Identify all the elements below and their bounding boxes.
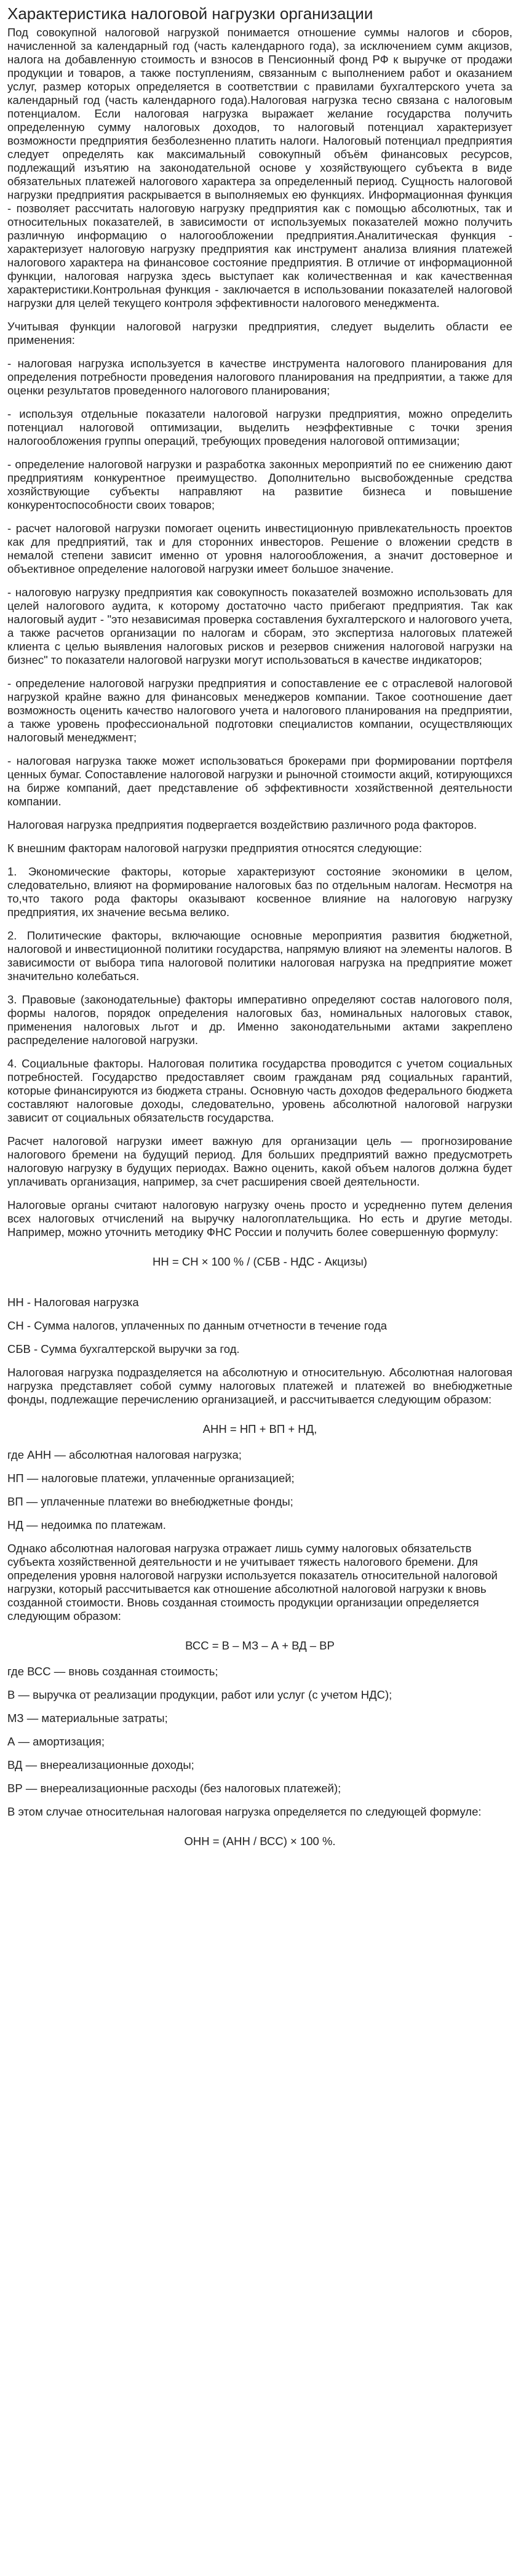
list-item: - расчет налоговой нагрузки помогает оценить инвестиционную привлекательность проектов как для предприятий, так и для сторонних инвесторов. Решение о вложении средств в немалой степени зависит именно от уровня налогообложения, а значит достоверное и объективное определение налоговой нагрузки имеет большое значение.: [7, 522, 512, 575]
intro-paragraph: Под совокупной налоговой нагрузкой понимается отношение суммы налогов и сборов, начисленной за календарный год (часть календарного года), за исключением сумм акцизов, налога на добавленную стоимость и взносов в Пенсионный фонд РФ к выручке от продажи продукции и товаров, а также поступлениям, связанным с выполнением работ и оказанием услуг, размер которых определяется в соответствии с правилами бухгалтерского учета за календарный год (часть календарного года).Налоговая нагрузка тесно связана с налоговым потенциалом. Если налоговая нагрузка выражает желание государства получить определенную сумму налоговых доходов, то налоговый потенциал характеризует возможности предприятия безболезненно платить налоги. Налоговый потенциал предприятия следует определять как максимальный совокупный объём финансовых ресурсов, подлежащий изъятию на законодательной основе у хозяйствующего субъекта в виде обязательных платежей налогового характера за определенный период. Сущность налоговой нагрузки предприятия раскрывается в выполняемых ею функциях. Информационная функция - позволяет рассчитать налоговую нагрузку предприятия как с помощью абсолютных, так и относительных показателей, в зависимости от используемых показателей можно получить различную информацию о налогообложении предприятия.Аналитическая функция - характеризует налоговую нагрузку предприятия как инструмент анализа влияния платежей налогового характера на финансовое состояние предприятия. В отличие от информационной функции, налоговая нагрузка здесь выступает как количественная и как качественная характеристики.Контрольная функция - заключается в использовании показателей налоговой нагрузки для целей текущего контроля эффективности налогового менеджмента.: [7, 26, 512, 309]
formula-legend-item: А — амортизация;: [7, 1735, 105, 1748]
formula-legend-item: ВП — уплаченные платежи во внебюджетные фонды;: [7, 1495, 293, 1508]
list-item: - используя отдельные показатели налоговой нагрузки предприятия, можно определить потенциал налоговой оптимизации, выделить неэффективные с точки зрения налогообложения группы операций, требующих проведения налоговой оптимизации;: [7, 407, 512, 447]
formula-legend-item: НН - Налоговая нагрузка: [7, 1296, 139, 1309]
factor-item: 2. Политические факторы, включающие основные мероприятия развития бюджетной, налоговой и инвестиционной политики государства, напрямую влияют на элементы налогов. В зависимости от выбора типа налоговой политики налоговая нагрузка на предприятие может значительно колебаться.: [7, 929, 512, 983]
formula-legend-item: где ВСС — вновь созданная стоимость;: [7, 1665, 218, 1678]
formula-legend-item: ВД — внереализационные доходы;: [7, 1758, 194, 1771]
formula-legend-item: где АНН — абсолютная налоговая нагрузка;: [7, 1448, 242, 1461]
paragraph: Однако абсолютная налоговая нагрузка отражает лишь сумму налоговых обязательств субъекта хозяйственной деятельности и не учитывает тяжесть налогового бремени. Для определения уровня налоговой нагрузки используется показатель относительной налоговой нагрузки, который рассчитывается как отношение абсолютной налоговой нагрузки к вновь созданной стоимости. Вновь созданная стоимость продукции организации определяется следующим образом:: [7, 1542, 498, 1622]
paragraph: Налоговые органы считают налоговую нагрузку очень просто и усредненно путем деления всех налоговых отчислений на выручку налогоплательщика. Но есть и другие методы. Например, можно уточнить методику ФНС России и получить более совершенную формулу:: [7, 1198, 512, 1238]
paragraph: Налоговая нагрузка предприятия подвергается воздействию различного рода факторов.: [7, 818, 477, 831]
paragraph: В этом случае относительная налоговая нагрузка определяется по следующей формуле:: [7, 1805, 482, 1818]
paragraph: Налоговая нагрузка подразделяется на абсолютную и относительную. Абсолютная налоговая нагрузка представляет собой сумму налоговых платежей и платежей во внебюджетные фонды, подлежащие перечислению организацией, и рассчитывается следующим образом:: [7, 1366, 512, 1406]
paragraph: Учитывая функции налоговой нагрузки предприятия, следует выделить области ее применения:: [7, 320, 512, 346]
list-item: - определение налоговой нагрузки и разработка законных мероприятий по ее снижению дают предприятиям конкурентное преимущество. Дополнительно высвобожденные средства хозяйствующие субъекты направляют на развитие бизнеса и повышение конкурентоспособности своих товаров;: [7, 458, 512, 511]
paragraph: Расчет налоговой нагрузки имеет важную для организации цель — прогнозирование налогового бремени на будущий период. Для больших предприятий важно предусмотреть налоговую нагрузку в будущих периодах. Важно оценить, какой объем налогов должна будет уплачивать организация, например, за счет расширения своей деятельности.: [7, 1134, 512, 1188]
formula-legend-item: ВР — внереализационные расходы (без налоговых платежей);: [7, 1782, 341, 1795]
formula-legend-item: МЗ — материальные затраты;: [7, 1712, 168, 1725]
formula-legend-item: СН - Сумма налогов, уплаченных по данным отчетности в течение года: [7, 1319, 388, 1332]
formula-absolute-burden: АНН = НП + ВП + НД,: [202, 1422, 317, 1435]
list-item: - налоговая нагрузка используется в качестве инструмента налогового планирования для определения потребности проведения налогового планирования на предприятии, а также для оценки результатов проведенного налогового планирования;: [7, 357, 512, 397]
formula-legend-item: СБВ - Сумма бухгалтерской выручки за год.: [7, 1342, 240, 1355]
list-item: - определение налоговой нагрузки предприятия и сопоставление ее с отраслевой налоговой нагрузкой крайне важно для финансовых менеджеров компании. Такое соотношение дает возможность оценить качество налогового учета и налогового планирования на предприятии, а также уровень профессиональной подготовки специалистов компании, осуществляющих налоговый менеджмент;: [7, 677, 512, 744]
factor-item: 3. Правовые (законодательные) факторы императивно определяют состав налогового поля, формы налогов, порядок определения налоговых баз, номинальных налоговых ставок, применения налоговых льгот и др. Именно законодательными актами закреплено распределение налоговой нагрузки.: [7, 993, 512, 1047]
factor-item: 1. Экономические факторы, которые характеризуют состояние экономики в целом, следовательно, влияют на формирование налоговых баз по отдельным налогам. Несмотря на то,что такого рода факторы оказывают косвенное влияние на налоговую нагрузку предприятия, их значение весьма велико.: [7, 865, 512, 919]
formula-new-value: ВСС = В – МЗ – А + ВД – ВР: [185, 1639, 335, 1652]
list-item: - налоговую нагрузку предприятия как совокупность показателей возможно использовать для целей налогового аудита, к которому достаточно часто прибегают предприятия. Так как налоговый аудит - "это независимая проверка составления бухгалтерского и налогового учета, а также расчетов организации по налогам и сборам, это экспертиза налоговых платежей клиента с целью выявления налоговых рисков и резервов снижения налоговой нагрузки на бизнес" то показатели налоговой нагрузки могут использоваться в качестве индикаторов;: [7, 586, 512, 666]
formula-relative-burden: ОНН = (АНН / ВСС) × 100 %.: [184, 1835, 336, 1848]
page-title: Характеристика налоговой нагрузки организации: [7, 4, 373, 23]
formula-legend-item: В — выручка от реализации продукции, работ или услуг (с учетом НДС);: [7, 1688, 392, 1701]
list-item: - налоговая нагрузка также может использоваться брокерами при формировании портфеля ценных бумаг. Сопоставление налоговой нагрузки и рыночной стоимости акций, котирующихся на бирже компаний, дает представление об эффективности хозяйственной деятельности компании.: [7, 754, 512, 808]
factor-item: 4. Социальные факторы. Налоговая политика государства проводится с учетом социальных потребностей. Государство предоставляет своим гражданам ряд социальных гарантий, которые финансируются из бюджета страны. Основную часть доходов федерального бюджета составляют налоговые доходы, следовательно, уровень абсолютной налоговой нагрузки зависит от социальных обязательств государства.: [7, 1057, 512, 1124]
formula-tax-burden: НН = СН × 100 % / (СБВ - НДС - Акцизы): [153, 1255, 367, 1268]
formula-legend-item: НД — недоимка по платежам.: [7, 1518, 166, 1531]
formula-legend-item: НП — налоговые платежи, уплаченные организацией;: [7, 1472, 295, 1485]
paragraph: К внешним факторам налоговой нагрузки предприятия относятся следующие:: [7, 842, 422, 855]
